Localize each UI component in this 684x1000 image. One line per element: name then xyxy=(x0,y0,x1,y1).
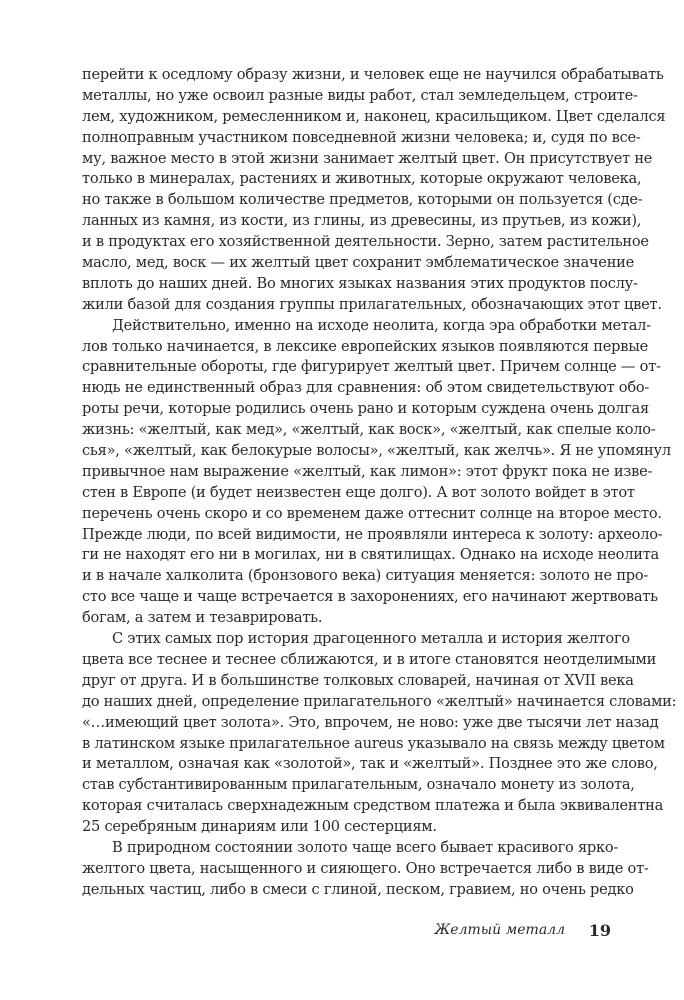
text-line: цвета все теснее и теснее сближаются, и в итоге становятся неотделимыми xyxy=(82,650,657,668)
text-line: и в продуктах его хозяйственной деятельности. Зерно, затем растительное xyxy=(82,233,649,251)
text-line: С этих самых пор история драгоценного металла и история желтого xyxy=(112,630,630,648)
text-line: роты речи, которые родились очень рано и которым суждена очень долгая xyxy=(82,400,649,418)
text-line: и металлом, означая как «золотой», так и «желтый». Позднее это же слово, xyxy=(82,755,658,773)
text-line: сто все чаще и чаще встречается в захоронениях, его начинают жертвовать xyxy=(82,588,658,606)
text-line: «…имеющий цвет золота». Это, впрочем, не ново: уже две тысячи лет назад xyxy=(82,713,659,731)
text-line: привычное нам выражение «желтый, как лимон»: этот фрукт пока не изве- xyxy=(82,462,653,480)
paragraph xyxy=(82,316,671,629)
text-line: полноправным участником повседневной жизни человека; и, судя по все- xyxy=(82,128,641,146)
text-line: ланных из камня, из кости, из глины, из древесины, из прутьев, из кожи), xyxy=(82,212,642,230)
text-line: лов только начинается, в лексике европейских языков появляются первые xyxy=(82,337,648,355)
text-line: до наших дней, определение прилагательного «желтый» начинается словами: xyxy=(82,692,677,710)
text-line: металлы, но уже освоил разные виды работ, стал земледельцем, строите- xyxy=(82,86,638,104)
text-line: жили базой для создания группы прилагательных, обозначающих этот цвет. xyxy=(82,295,662,313)
text-line: но также в большом количестве предметов, которыми он пользуется (сде- xyxy=(82,191,643,209)
text-line: му, важное место в этой жизни занимает желтый цвет. Он присутствует не xyxy=(82,149,653,167)
text-line: желтого цвета, насыщенного и сияющего. Оно встречается либо в виде от- xyxy=(82,859,649,877)
paragraph xyxy=(82,629,677,838)
text-line: вплоть до наших дней. Во многих языках названия этих продуктов послу- xyxy=(82,274,638,292)
text-line: перечень очень скоро и со временем даже оттеснит солнце на второе место. xyxy=(82,504,662,522)
paragraph xyxy=(82,838,649,901)
running-title: Желтый металл xyxy=(434,922,565,938)
text-line: стен в Европе (и будет неизвестен еще долго). А вот золото войдет в этот xyxy=(82,483,635,501)
text-line: в латинском языке прилагательное aureus указывало на связь между цветом xyxy=(82,734,665,752)
text-line: став субстантивированным прилагательным, означало монету из золота, xyxy=(82,776,635,794)
text-line: богам, а затем и тезаврировать. xyxy=(82,609,323,627)
text-line: лем, художником, ремесленником и, наконец, красильщиком. Цвет сделался xyxy=(82,107,666,125)
text-line: Действительно, именно на исходе неолита, когда эра обработки метал- xyxy=(112,316,651,334)
text-line: 25 серебряным динариям или 100 сестерциям. xyxy=(82,818,437,836)
text-line: В природном состоянии золото чаще всего бывает красивого ярко- xyxy=(112,838,619,856)
text-line: сья», «желтый, как белокурые волосы», «желтый, как желчь». Я не упомянул xyxy=(82,442,671,460)
text-line: масло, мед, воск — их желтый цвет сохранит эмблематическое значение xyxy=(82,254,635,272)
text-line: только в минералах, растениях и животных, которые окружают человека, xyxy=(82,170,642,188)
text-line: жизнь: «желтый, как мед», «желтый, как воск», «желтый, как спелые коло- xyxy=(82,421,656,439)
text-line: друг от друга. И в большинстве толковых словарей, начиная от XVII века xyxy=(82,671,634,689)
paragraph xyxy=(82,65,666,316)
text-line: и в начале халколита (бронзового века) ситуация меняется: золото не про- xyxy=(82,567,649,585)
text-line: дельных частиц, либо в смеси с глиной, песком, гравием, но очень редко xyxy=(82,880,634,898)
text-line: Прежде люди, по всей видимости, не проявляли интереса к золоту: археоло- xyxy=(82,525,663,543)
text-line: нюдь не единственный образ для сравнения: об этом свидетельствуют обо- xyxy=(82,379,650,397)
text-line: которая считалась сверхнадежным средством платежа и была эквивалентна xyxy=(82,797,664,815)
page-number: 19 xyxy=(588,921,611,940)
book-page-body xyxy=(82,65,677,901)
text-line: ги не находят его ни в могилах, ни в святилищах. Однако на исходе неолита xyxy=(82,546,659,564)
text-line: перейти к оседлому образу жизни, и человек еще не научился обрабатывать xyxy=(82,66,664,83)
text-line: сравнительные обороты, где фигурирует желтый цвет. Причем солнце — от- xyxy=(82,358,661,376)
